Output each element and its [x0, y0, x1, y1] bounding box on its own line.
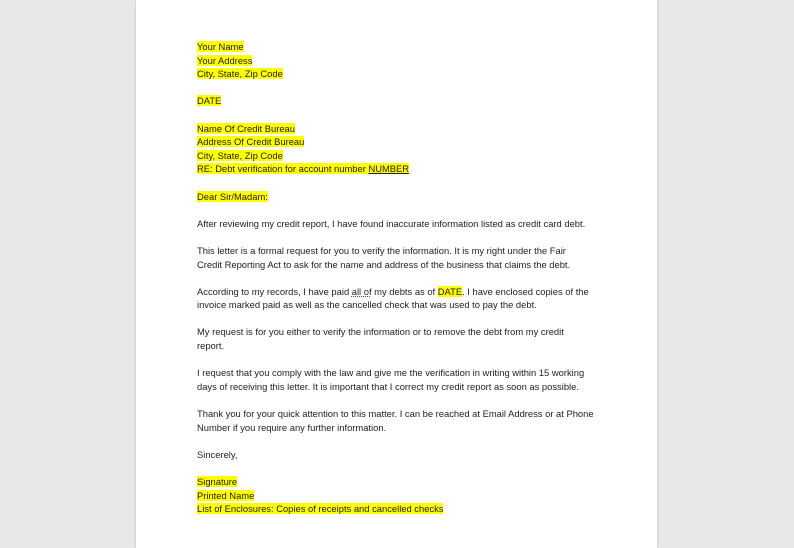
- printed-name: Printed Name: [197, 489, 255, 501]
- paragraph-2-line-2: Credit Reporting Act to ask for the name and address of the business that claims the debt.: [197, 258, 571, 270]
- recipient-name: Name Of Credit Bureau: [197, 122, 295, 134]
- salutation: Dear Sir/Madam:: [197, 190, 268, 202]
- closing: Sincerely,: [197, 448, 238, 460]
- paid-date: DATE: [437, 285, 463, 297]
- re-line: RE: Debt verification for account number NUMBER: [197, 163, 410, 175]
- paragraph-1: After reviewing my credit report, I have found inaccurate information listed as credit card debt.: [197, 217, 586, 229]
- paragraph-2-line-1: This letter is a formal request for you to verify the information. It is my right under the Fair: [197, 244, 566, 256]
- paragraph-6-line-1: Thank you for your quick attention to this matter. I can be reached at Email Address or at Phone: [197, 408, 594, 420]
- grammar-flag: all of: [351, 285, 372, 297]
- paragraph-5-line-2: days of receiving this letter. It is important that I correct my credit report as soon as possible.: [197, 380, 579, 392]
- paragraph-5-line-1: I request that you comply with the law and give me the verification in writing within 15 working: [197, 367, 585, 379]
- paragraph-3-line-2: invoice marked paid as well as the cancelled check that was used to pay the debt.: [197, 299, 537, 311]
- paragraph-4-line-1: My request is for you either to verify the information or to remove the debt from my credit: [197, 326, 564, 338]
- letter-body: [197, 40, 617, 516]
- document-page: [136, 0, 657, 548]
- recipient-address: Address Of Credit Bureau: [197, 136, 305, 148]
- sender-name: Your Name: [197, 41, 244, 52]
- recipient-city: City, State, Zip Code: [197, 149, 283, 161]
- signature: Signature: [197, 476, 238, 487]
- enclosures: List of Enclosures: Copies of receipts and cancelled checks: [197, 503, 444, 515]
- account-number: NUMBER: [368, 163, 410, 175]
- paragraph-6-line-2: Number if you require any further information.: [197, 421, 387, 433]
- paragraph-3-line-1: According to my records, I have paid all of my debts as of DATE. I have enclosed copies of the: [197, 285, 589, 297]
- sender-address: Your Address: [197, 54, 253, 66]
- paragraph-4-line-2: report.: [197, 340, 225, 352]
- letter-date: DATE: [197, 95, 222, 107]
- sender-city: City, State, Zip Code: [197, 68, 283, 80]
